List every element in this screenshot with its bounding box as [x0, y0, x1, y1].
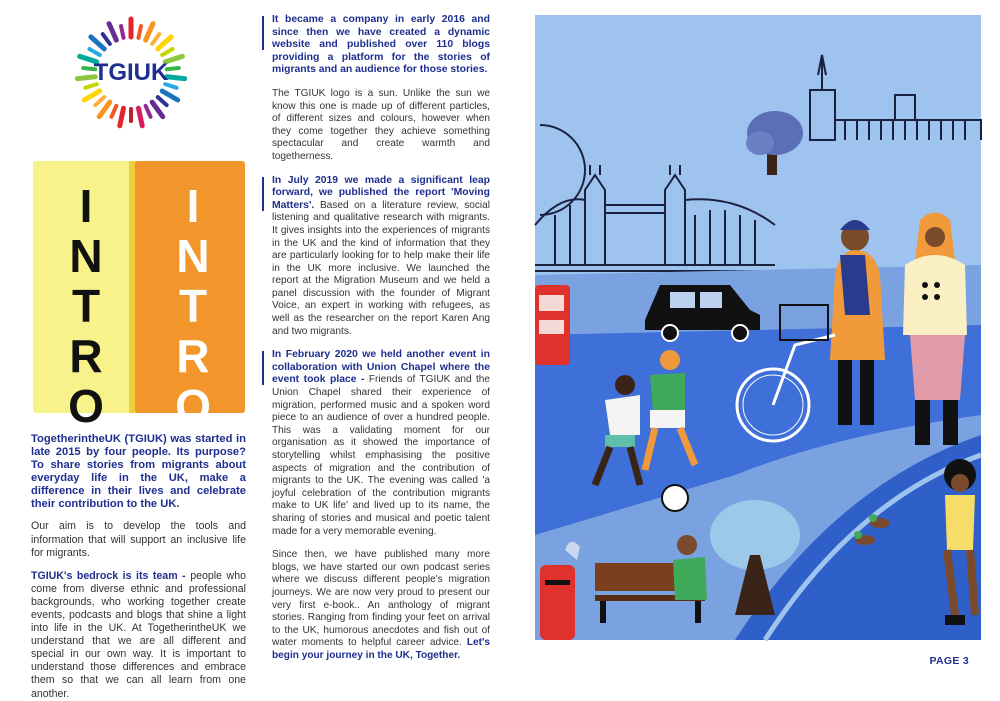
accent-bar	[262, 16, 264, 50]
company-heading: It became a company in early 2016 and since then we have created a dynamic website and published over 110 blogs providing a platform for the stories of migrants and an audience for those stories.	[272, 14, 490, 76]
july-paragraph	[272, 175, 490, 339]
lead-paragraph: TogetherintheUK (TGIUK) was started in late 2015 by four people. Its purpose? To share stories from migrants about everyday life in the UK, make a difference in their lives and celebrate their contribution to the UK.	[31, 433, 246, 510]
since-paragraph	[262, 549, 490, 662]
july-block	[262, 175, 490, 339]
logo-ray	[120, 108, 124, 126]
left-column	[31, 433, 246, 701]
bedrock-paragraph	[31, 570, 246, 701]
logo-ray	[109, 24, 116, 40]
logo-ray	[167, 68, 179, 69]
intro-letter: T	[178, 280, 208, 332]
logo-text: TGIUK	[93, 59, 169, 86]
london-illustration	[535, 15, 981, 640]
logo-ray	[91, 37, 104, 49]
sun-logo-graphic	[72, 14, 190, 132]
intro-letter: N	[176, 230, 210, 282]
logo-ray	[121, 26, 123, 38]
logo-ray	[146, 106, 151, 117]
since-closing: Let's begin your journey in the UK, Together.	[272, 637, 490, 661]
page-number: PAGE 3	[929, 655, 969, 667]
red-bus	[535, 285, 570, 365]
intro-letter: I	[79, 180, 93, 232]
middle-column	[262, 14, 490, 663]
intro-letters-dark	[66, 181, 106, 431]
logo-ray	[152, 34, 159, 44]
accent-bar	[262, 177, 264, 211]
intro-letter: R	[176, 330, 210, 382]
july-heading: In July 2019 we made a significant leap forward, we published the report 'Moving Matters'.	[272, 174, 490, 211]
logo-paragraph: The TGIUK logo is a sun. Unlike the sun we know this one is made up of different particles, of different sizes and colours, however when they come together they achieve something spectacular and create warmth and togetherness.	[272, 87, 490, 162]
february-paragraph	[272, 349, 490, 538]
intro-letters-light	[173, 181, 213, 431]
aim-paragraph: Our aim is to develop the tools and information that will support an inclusive life for migrants.	[31, 520, 246, 559]
february-body: Friends of TGIUK and the Union Chapel shared their experience of migration, performed music and a spoken word piece to an audience of over a hundred people. This was a validating moment for our organisation as it showed the importance of storytelling whilst emphasising the positive aspects of migration and the contribution of migrants to the UK. The evening was called 'a joyful celebration of the contribution migrants make to UK life' and lived up to its name, the sharing of stories and musical and poetic talent made for a very memorable evening.	[272, 374, 490, 537]
february-heading: In February 2020 we held another event in collaboration with Union Chapel where the event took place -	[272, 349, 490, 386]
logo-ray	[158, 37, 171, 49]
intro-letter: O	[68, 380, 104, 432]
logo-ray	[84, 91, 100, 100]
tgiuk-sun-logo	[72, 14, 190, 132]
july-body: Based on a literature review, social listening and qualitative research with migrants. It gives insights into the experiences of migrants in the UK and the kind of information that they are particularly looking for to help make their life in the UK more inclusive. We launched the report at the Migration Museum and we held a panel discussion with the founder of Migrant Voice, an expert in working with refugees, as well as the researcher on the report Karen Ang and two migrants.	[272, 199, 490, 337]
logo-ray	[167, 77, 185, 79]
intro-letter: R	[69, 330, 103, 382]
logo-ray	[152, 102, 163, 117]
logo-ray	[158, 97, 167, 105]
logo-ray	[162, 49, 172, 55]
logo-ray	[138, 108, 142, 126]
logo-ray	[146, 24, 153, 40]
bedrock-body: people who come from diverse ethnic and professional backgrounds, who working together create events, podcasts and blogs that shine a light into life in the UK. At TogetherintheUK we understand that we are all different and special in our own way. It is important to understand those differences and embrace them so that we can all learn from one another.	[31, 569, 246, 700]
intro-letter: I	[186, 180, 200, 232]
february-block	[262, 349, 490, 538]
logo-ray	[138, 26, 140, 38]
logo-ray	[89, 49, 99, 55]
accent-bar	[262, 351, 264, 385]
logo-ray	[77, 77, 95, 79]
since-body: Since then, we have published many more blogs, we have started our own podcast series where we discuss different people's migration journeys. We are now very proud to present our very first e-book.. An anthology of migrant stories. Ranging from finding your feet on arrival to the UK, humorous anecdotes and fish out of water moments to helpful career advice.	[272, 549, 490, 649]
illustration-graphic	[535, 15, 981, 640]
logo-ray	[95, 97, 104, 105]
intro-letter: O	[175, 380, 211, 432]
logo-ray	[99, 102, 110, 117]
logo-ray	[111, 106, 116, 117]
logo-ray	[162, 91, 178, 100]
intro-title-panels	[33, 161, 245, 432]
intro-letter: T	[71, 280, 101, 332]
bedrock-heading: TGIUK's bedrock is its team -	[31, 569, 186, 582]
company-block	[262, 14, 490, 77]
logo-ray	[103, 34, 110, 44]
intro-letter: N	[69, 230, 103, 282]
